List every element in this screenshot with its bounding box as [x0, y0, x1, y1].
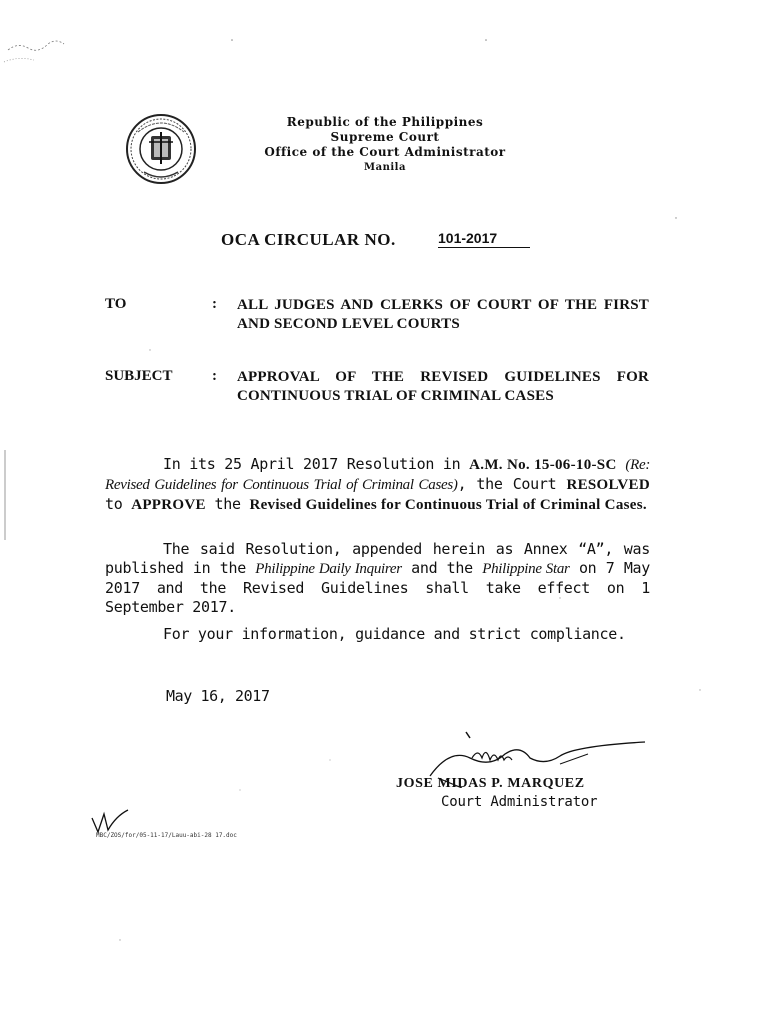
subject-colon: :	[212, 368, 217, 384]
body-paragraph-1: In its 25 April 2017 Resolution in A.M. No. 15-06-10-SC (Re: Revised Guidelines for Continuous Trial of Criminal Cases), the Court RESOLVED to APPROVE the Revised Guidelines for Continuous Trial of Criminal Cases.	[105, 455, 651, 513]
to-colon: :	[212, 296, 217, 312]
subject-text: APPROVAL OF THE REVISED GUIDELINES FOR CONTINUOUS TRIAL OF CRIMINAL CASES	[237, 369, 649, 404]
signer-name: JOSE MIDAS P. MARQUEZ	[396, 776, 585, 791]
subject-label: SUBJECT	[105, 368, 173, 384]
to-label: TO	[105, 296, 127, 312]
body-paragraph-2: The said Resolution, appended herein as Annex “A”, was published in the Philippine Daily Inquirer and the Philippine Star on 7 May 2017 and the Revised Guidelines shall take effect on 1 September 2017.	[105, 540, 651, 616]
letterhead-court: Supreme Court	[330, 130, 440, 144]
letterhead-city: Manila	[364, 162, 406, 173]
file-reference: MBC/ZOS/for/05-11-17/Lauu-abi-28 17.doc	[96, 832, 237, 839]
to-recipients: ALL JUDGES AND CLERKS OF COURT OF THE FIRST AND SECOND LEVEL COURTS	[237, 297, 649, 332]
signer-title: Court Administrator	[441, 794, 598, 810]
circular-number: 101-2017	[438, 230, 530, 248]
letterhead-country: Republic of the Philippines	[286, 115, 484, 129]
document-date: May 16, 2017	[166, 687, 270, 705]
body-paragraph-3: For your information, guidance and strict compliance.	[163, 625, 626, 643]
circular-title: OCA CIRCULAR NO.	[221, 230, 396, 249]
letterhead-office: Office of the Court Administrator	[264, 145, 506, 159]
court-seal-icon	[124, 112, 198, 186]
